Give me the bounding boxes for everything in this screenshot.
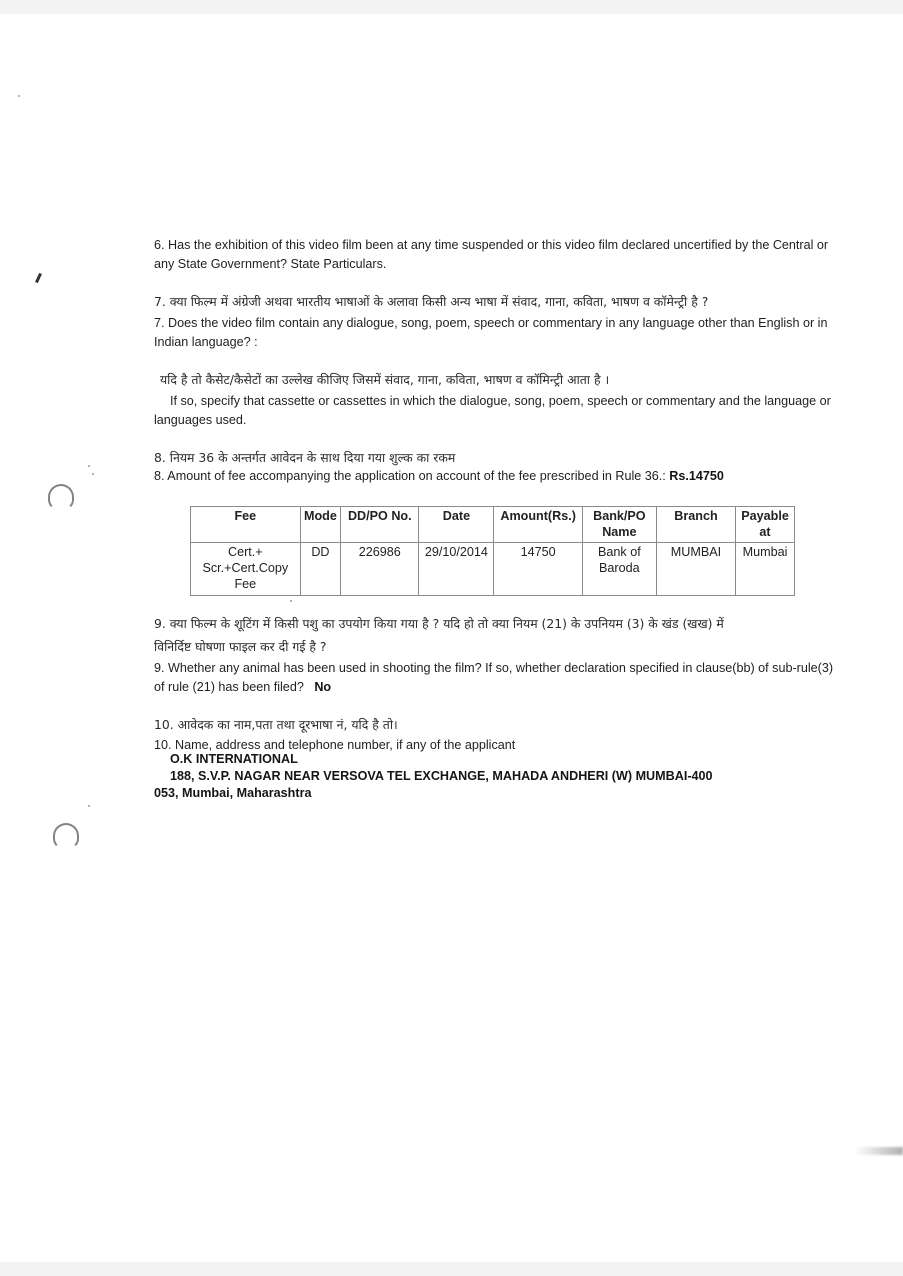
question-10-english: 10. Name, address and telephone number, if any of the applicant (154, 738, 516, 752)
column-header-mode: Mode (300, 507, 341, 543)
column-header-branch: Branch (656, 507, 735, 543)
column-header-bank-po-name: Bank/PO Name (582, 507, 656, 543)
cell-dd-po-no: 226986 (341, 543, 419, 596)
cell-date: 29/10/2014 (419, 543, 494, 596)
column-header-dd-po-no: DD/PO No. (341, 507, 419, 543)
question-6-text: 6. Has the exhibition of this video film been at any time suspended or this video film declared uncertified by the Central or any State Government? State Particulars. (154, 238, 829, 271)
cell-payable-at: Mumbai (736, 543, 795, 596)
cell-fee: Cert.+ Scr.+Cert.Copy Fee (191, 543, 301, 596)
question-10-hindi: 10. आवेदक का नाम,पता तथा दूरभाषा नं, यदि है तो। (154, 717, 398, 732)
column-header-payable-at: Payable at (736, 507, 795, 543)
applicant-details (154, 751, 834, 801)
scan-edge-bottom (0, 1262, 903, 1276)
question-8-english (154, 467, 834, 486)
question-7-hindi: 7. क्या फिल्म में अंग्रेजी अथवा भारतीय भाषाओं के अलावा किसी अन्य भाषा में संवाद, गाना, कविता, भाषण व कॉमेन्ट्री है ? (154, 294, 709, 309)
applicant-name: O.K INTERNATIONAL (170, 752, 298, 766)
question-7-english: 7. Does the video film contain any dialogue, song, poem, speech or commentary in any language other than English or in Indian language? : (154, 316, 828, 349)
column-header-amount: Amount(Rs.) (494, 507, 582, 543)
punch-hole-mark (53, 823, 79, 849)
question-9-hindi-line2: विनिर्दिष्ट घोषणा फाइल कर दी गई है ? (154, 639, 327, 654)
animal-used-answer: No (314, 680, 332, 694)
fee-amount-answer: Rs.14750 (669, 469, 724, 483)
fee-details-table (190, 506, 795, 596)
table-row (191, 543, 795, 596)
column-header-fee: Fee (191, 507, 301, 543)
question-7-sub-hindi: यदि है तो कैसेट/कैसेटों का उल्लेख कीजिए जिसमें संवाद, गाना, कविता, भाषण व कॉमिन्ट्री आता है । (160, 372, 610, 387)
scan-speck (92, 473, 94, 475)
cell-bank-po-name: Bank of Baroda (582, 543, 656, 596)
scan-speck (88, 465, 90, 467)
question-9-hindi-line1: 9. क्या फिल्म के शूटिंग में किसी पशु का उपयोग किया गया है ? यदि हो तो क्या नियम (21) के उपनियम (3) के खंड (खख) में (154, 616, 724, 631)
cell-amount: 14750 (494, 543, 582, 596)
cell-mode: DD (300, 543, 341, 596)
scan-speck (290, 600, 292, 602)
question-9-english (154, 659, 834, 697)
column-header-date: Date (419, 507, 494, 543)
applicant-address-line1: 188, S.V.P. NAGAR NEAR VERSOVA TEL EXCHANGE, MAHADA ANDHERI (W) MUMBAI-400 (170, 769, 713, 783)
scan-speck (18, 95, 20, 97)
scan-edge-top (0, 0, 903, 14)
question-7-sub-english: If so, specify that cassette or cassettes in which the dialogue, song, poem, speech or commentary and the language or languages used. (154, 394, 831, 427)
scan-speck (88, 805, 90, 807)
applicant-address-line2: 053, Mumbai, Maharashtra (154, 786, 312, 800)
question-8-hindi: 8. नियम 36 के अन्तर्गत आवेदन के साथ दिया गया शुल्क का रकम (154, 450, 456, 465)
question-6 (154, 236, 834, 274)
punch-hole-mark (48, 484, 74, 510)
question-9-text: 9. Whether any animal has been used in shooting the film? If so, whether declaration specified in clause(bb) of sub-rule(3) of rule (21) has been filed? (154, 661, 834, 694)
scan-smudge (855, 1147, 903, 1155)
question-8-text: 8. Amount of fee accompanying the application on account of the fee prescribed in Rule 36.: (154, 469, 670, 483)
table-header-row (191, 507, 795, 543)
cell-branch: MUMBAI (656, 543, 735, 596)
